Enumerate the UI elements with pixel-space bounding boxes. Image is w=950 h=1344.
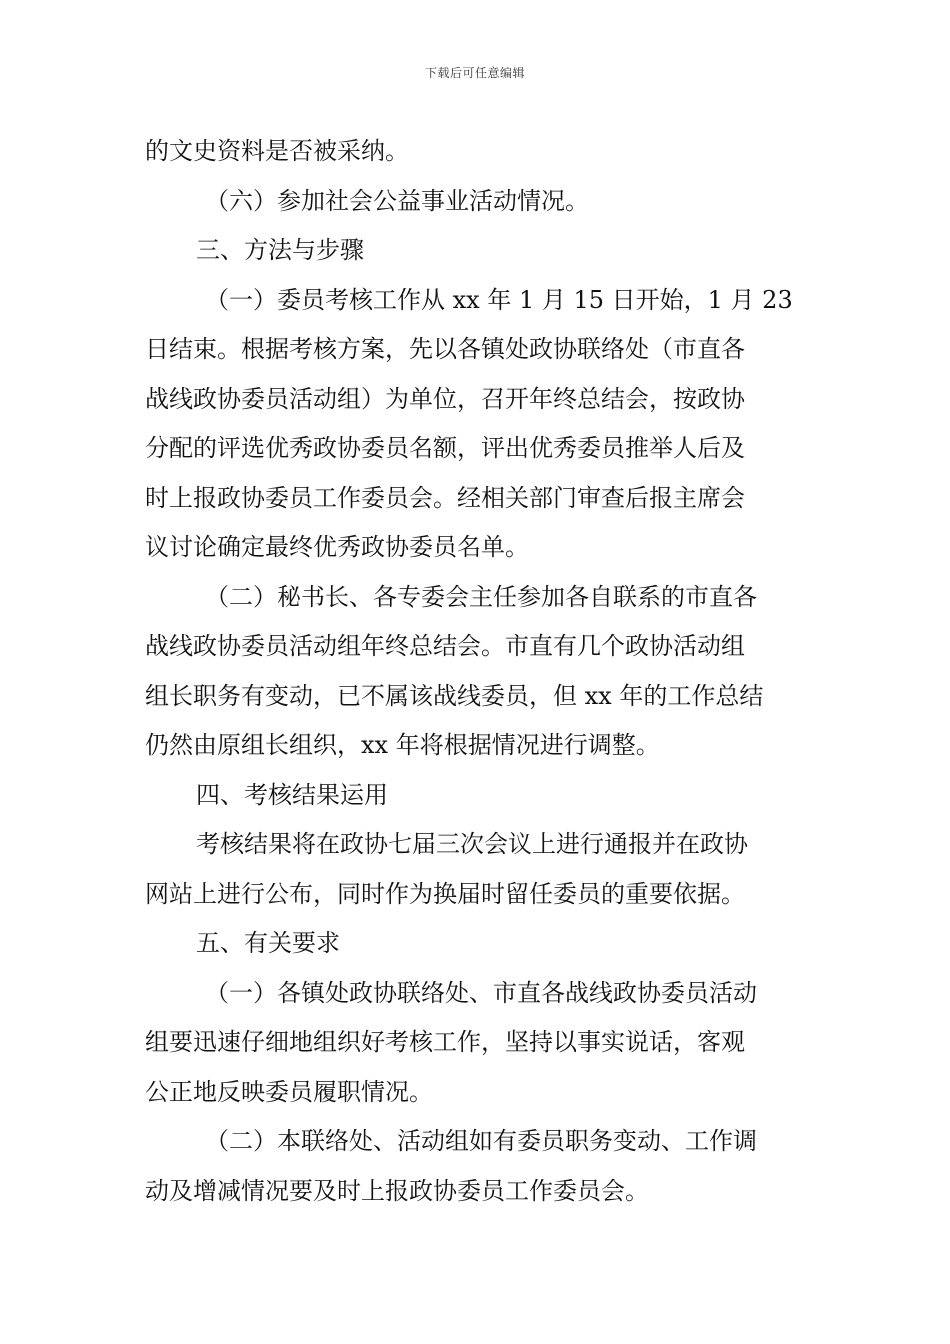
text-line: 考核结果将在政协七届三次会议上进行通报并在政协 <box>196 830 748 858</box>
text-line: 分配的评选优秀政协委员名额，评出优秀委员推举人后及 <box>145 434 745 462</box>
header-note: 下载后可任意编辑 <box>424 66 525 80</box>
text-line: 组长职务有变动，已不属该战线委员，但 xx 年的工作总结 <box>145 681 764 710</box>
text-line: 动及增减情况要及时上报政协委员工作委员会。 <box>145 1176 649 1205</box>
text-line: 时上报政协委员工作委员会。经相关部门审查后报主席会 <box>145 483 745 512</box>
text-line: （二）本联络处、活动组如有委员职务变动、工作调 <box>205 1127 757 1155</box>
text-line: （六）参加社会公益事业活动情况。 <box>205 186 589 215</box>
text-line: 公正地反映委员履职情况。 <box>145 1077 433 1106</box>
text-line: （一）委员考核工作从 xx 年 1 月 15 日开始，1 月 23 <box>205 285 793 314</box>
text-line: （二）秘书长、各专委会主任参加各自联系的市直各 <box>205 582 757 611</box>
text-line: 战线政协委员活动组）为单位，召开年终总结会，按政协 <box>145 384 745 413</box>
text-line: 仍然由原组长组织，xx 年将根据情况进行调整。 <box>145 731 660 759</box>
text-line: 战线政协委员活动组年终总结会。市直有几个政协活动组 <box>145 632 745 660</box>
section-heading: 三、方法与步骤 <box>196 236 364 264</box>
text-line: 网站上进行公布，同时作为换届时留任委员的重要依据。 <box>145 879 745 908</box>
document-body <box>145 127 810 1216</box>
text-line: 组要迅速仔细地组织好考核工作，坚持以事实说话，客观 <box>145 1028 745 1056</box>
text-line: 议讨论确定最终优秀政协委员名单。 <box>145 533 529 561</box>
section-heading: 五、有关要求 <box>196 929 340 957</box>
section-heading: 四、考核结果运用 <box>196 780 388 809</box>
text-line: （一）各镇处政协联络处、市直各战线政协委员活动 <box>205 978 757 1007</box>
text-line: 日结束。根据考核方案，先以各镇处政协联络处（市直各 <box>145 335 745 363</box>
text-line: 的文史资料是否被采纳。 <box>145 137 409 165</box>
